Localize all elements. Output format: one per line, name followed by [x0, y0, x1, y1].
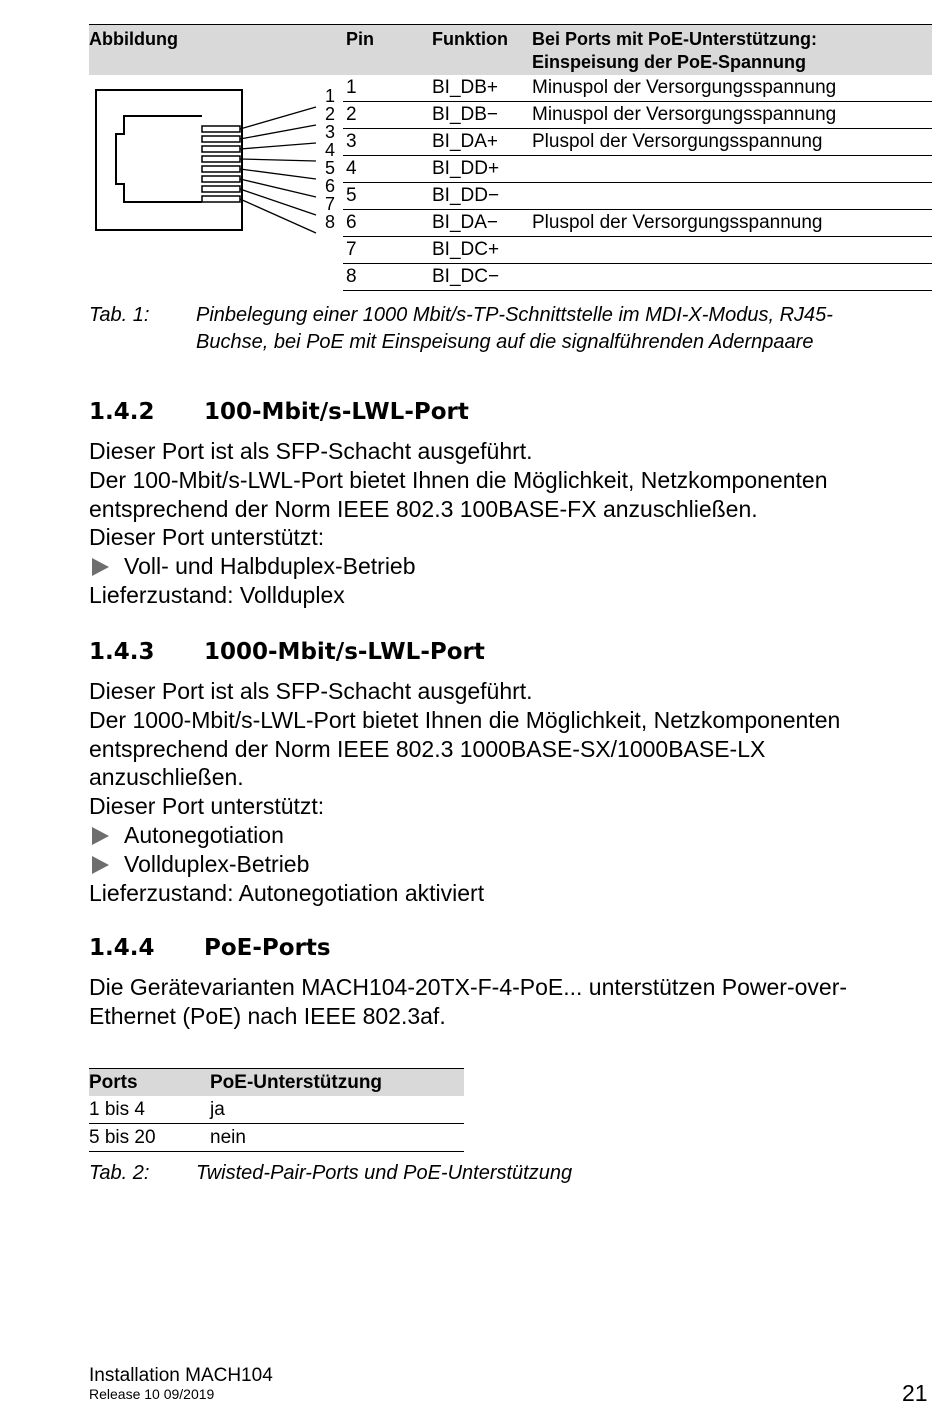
- cell-funktion: BI_DA−: [432, 212, 499, 233]
- cell-funktion: BI_DB−: [432, 104, 499, 125]
- header-abbildung: Abbildung: [89, 29, 178, 49]
- table-row: [343, 128, 932, 156]
- cell-funktion: BI_DC−: [432, 266, 500, 287]
- paragraph: Dieser Port unterstützt:: [89, 793, 325, 820]
- pin-label: 2: [324, 104, 335, 124]
- paragraph: Dieser Port unterstützt:: [89, 524, 325, 551]
- triangle-bullet-icon: [92, 827, 109, 845]
- bullet-text: Autonegotiation: [124, 821, 284, 848]
- section-number: 1.4.3: [89, 639, 155, 665]
- cell-funktion: BI_DB+: [432, 77, 499, 98]
- cell-pin: 7: [346, 239, 357, 260]
- bullet-item: [89, 821, 929, 850]
- section-number: 1.4.2: [89, 399, 155, 425]
- poe-support-table: [89, 1068, 464, 1152]
- section-body-1-4-2: [89, 437, 929, 610]
- section-title: PoE-Ports: [204, 935, 331, 961]
- cell-pin: 5: [346, 185, 357, 206]
- cell-poe: Minuspol der Versorgungsspannung: [532, 77, 837, 98]
- table-header: [89, 1068, 464, 1096]
- header-pin: Pin: [346, 29, 375, 49]
- table-row: [89, 1124, 464, 1152]
- pin-label: 8: [324, 212, 335, 232]
- paragraph: Der 100-Mbit/s-LWL-Port bietet Ihnen die Möglichkeit, Netzkomponenten entsprechend der Norm IEEE 802.3 100BASE-FX anzuschließen.: [89, 466, 828, 522]
- cell-poe: Minuspol der Versorgungsspannung: [532, 104, 837, 125]
- bullet-text: Vollduplex-Betrieb: [124, 850, 310, 877]
- pin-label: 4: [324, 140, 335, 160]
- bullet-item: [89, 850, 929, 879]
- cell-funktion: BI_DD−: [432, 185, 500, 206]
- paragraph: Dieser Port ist als SFP-Schacht ausgeführt.: [89, 438, 533, 464]
- pin-label: 1: [324, 86, 335, 106]
- triangle-bullet-icon: [92, 558, 109, 576]
- rj45-jack-diagram: [94, 86, 344, 256]
- table-row: [343, 263, 932, 291]
- cell-funktion: BI_DD+: [432, 158, 500, 179]
- cell-poe: nein: [210, 1127, 246, 1148]
- table1-caption-label: Tab. 1:: [89, 304, 150, 326]
- pin-number-labels: [319, 87, 341, 231]
- cell-pin: 2: [346, 104, 357, 125]
- pin-label: 7: [324, 194, 335, 214]
- cell-ports: 1 bis 4: [89, 1099, 145, 1120]
- cell-poe: Pluspol der Versorgungsspannung: [532, 212, 823, 233]
- header-poe: PoE-Unterstützung: [210, 1072, 383, 1093]
- paragraph: Der 1000-Mbit/s-LWL-Port bietet Ihnen die Möglichkeit, Netzkomponenten entsprechend der Norm IEEE 802.3 1000BASE-SX/1000BASE-LX anzuschließen.: [89, 706, 841, 791]
- table2-caption-label: Tab. 2:: [89, 1162, 150, 1184]
- cell-pin: 8: [346, 266, 357, 287]
- paragraph: Lieferzustand: Autonegotiation aktiviert: [89, 879, 485, 906]
- bullet-text: Voll- und Halbduplex-Betrieb: [124, 553, 416, 580]
- caption-line: Pinbelegung einer 1000 Mbit/s-TP-Schnittstelle im MDI-X-Modus, RJ45-: [196, 304, 833, 326]
- footer-release: Release 10 09/2019: [89, 1386, 215, 1402]
- table-row: [343, 209, 932, 237]
- pin-assignment-table: [89, 24, 932, 287]
- header-funktion: Funktion: [432, 29, 508, 49]
- pin-label: 6: [324, 176, 335, 196]
- paragraph: Die Gerätevarianten MACH104-20TX-F-4-PoE... unterstützen Power-over-Ethernet (PoE) nach IEEE 802.3af.: [89, 974, 848, 1029]
- cell-funktion: BI_DA+: [432, 131, 499, 152]
- table-header: [89, 24, 932, 75]
- pin-label: 5: [324, 158, 335, 178]
- cell-pin: 6: [346, 212, 357, 233]
- cell-ports: 5 bis 20: [89, 1127, 156, 1148]
- paragraph: Lieferzustand: Vollduplex: [89, 581, 345, 608]
- table-row: [343, 182, 932, 210]
- header-ports: Ports: [89, 1072, 138, 1093]
- section-title: 100-Mbit/s-LWL-Port: [204, 399, 469, 425]
- cell-funktion: BI_DC+: [432, 239, 500, 260]
- header-poe-line2: Einspeisung der PoE-Spannung: [532, 52, 807, 72]
- table-row: [343, 155, 932, 183]
- header-poe: [532, 28, 817, 74]
- table-row: [343, 101, 932, 129]
- table-row: [89, 1096, 464, 1124]
- cell-poe: Pluspol der Versorgungsspannung: [532, 131, 823, 152]
- page-number: 21: [902, 1380, 928, 1406]
- table-row: [343, 236, 932, 264]
- cell-pin: 1: [346, 77, 357, 98]
- section-number: 1.4.4: [89, 935, 155, 961]
- bullet-item: [89, 552, 929, 581]
- paragraph: Dieser Port ist als SFP-Schacht ausgeführt.: [89, 678, 533, 704]
- triangle-bullet-icon: [92, 856, 109, 874]
- header-poe-line1: Bei Ports mit PoE-Unterstützung:: [532, 29, 818, 49]
- cell-pin: 3: [346, 131, 357, 152]
- caption-line: Buchse, bei PoE mit Einspeisung auf die signalführenden Adernpaare: [196, 331, 814, 353]
- section-title: 1000-Mbit/s-LWL-Port: [204, 639, 485, 665]
- cell-pin: 4: [346, 158, 357, 179]
- pin-label: 3: [324, 122, 335, 142]
- cell-poe: ja: [210, 1099, 225, 1120]
- table2-caption-text: Twisted-Pair-Ports und PoE-Unterstützung: [196, 1162, 573, 1184]
- table-row: [343, 74, 932, 102]
- section-body-1-4-4: [89, 973, 924, 1031]
- section-body-1-4-3: [89, 677, 929, 907]
- footer-title: Installation MACH104: [89, 1365, 273, 1386]
- table1-caption-text: [196, 302, 936, 356]
